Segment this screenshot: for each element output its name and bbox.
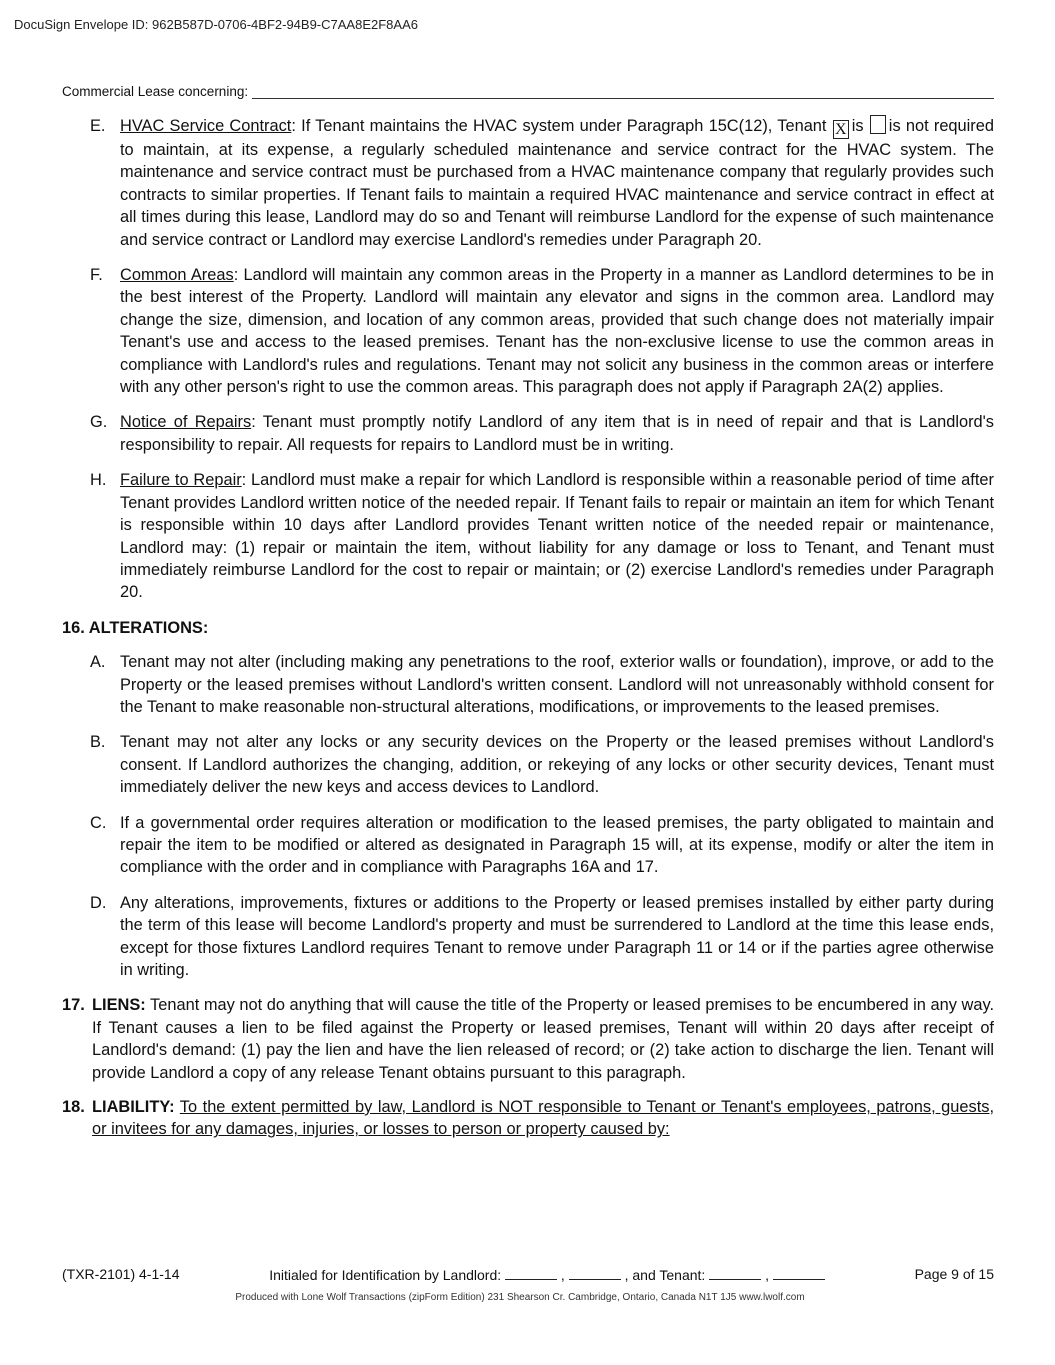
section-number: 17. (62, 996, 85, 1015)
section-text (92, 1096, 994, 1141)
item-title: HVAC Service Contract (120, 117, 292, 135)
envelope-id: DocuSign Envelope ID: 962B587D-0706-4BF2-94B9-C7AA8E2F8AA6 (14, 17, 418, 32)
item-body-part3: is not required to maintain, at its expense, a regularly scheduled maintenance and service contract for the HVAC system. The maintenance and service contract must be purchased from a HVAC maintenance company that regularly provides such contracts to similar properties. If Tenant fails to maintain a required HVAC maintenance and service contract in effect at all times during this lease, Landlord may do so and Tenant will reimburse Landlord for the expense of such maintenance and service contract or Landlord may exercise Landlord's remedies under Paragraph 20. (120, 117, 994, 249)
item-body: Any alterations, improvements, fixtures or additions to the Property or leased premises installed by either party during the term of this lease will become Landlord's property and must be surrendered to Landlord at the time this lease ends, except for those fixtures Landlord requires Tenant to remove under Paragraph 11 or 14 or if the parties agree otherwise in writing. (120, 893, 994, 979)
initialed-label: Initialed for Identification by Landlord: (269, 1267, 502, 1283)
item-title: Failure to Repair (120, 471, 242, 490)
checkbox-is-not-required[interactable] (870, 115, 886, 134)
item-body: : Landlord must make a repair for which Landlord is responsible within a reasonable period of time after Tenant provides Landlord written notice of the needed repair. If Tenant fails to repair or maintain an item for which Tenant is responsible within 10 days after Landlord provides Tenant written notice of the needed repair or maintenance, Landlord may: (1) repair or maintain the item, without liability for any damage or loss to Tenant, and Tenant must immediately reimburse Landlord for the cost to repair or maintain; or (2) exercise Landlord's remedies under Paragraph 20. (120, 471, 994, 602)
section-label: LIENS: (92, 996, 146, 1015)
section-number: 18. (62, 1098, 85, 1117)
document-body (62, 115, 994, 1153)
section-17 (62, 994, 994, 1084)
item-letter: D. (90, 893, 107, 912)
item-letter: C. (90, 813, 107, 832)
item-letter: B. (90, 733, 106, 752)
section-18 (62, 1096, 994, 1141)
paragraph-15h (62, 469, 994, 603)
item-body: : Tenant must promptly notify Landlord of any item that is in need of repair and that is Landlord's responsibility to repair. All requests for repairs to Landlord must be in writing. (120, 413, 994, 454)
paragraph-15g (62, 411, 994, 456)
item-letter: E. (90, 117, 106, 135)
landlord-initial-1[interactable] (505, 1266, 557, 1280)
lease-concerning-row (62, 83, 994, 99)
item-letter: G. (90, 413, 108, 432)
item-text (120, 264, 994, 398)
item-title: Common Areas (120, 266, 234, 285)
item-body: : Landlord will maintain any common areas in the Property in a manner as Landlord determines to be in the best interest of the Property. Landlord will maintain any elevator and signs in the common area. Landlord may change the size, dimension, and location of any common areas, provided that such change does not materially impair Tenant's use and access to the leased premises. Tenant has the non-exclusive license to use the common areas in compliance with Landlord's rules and regulations. Tenant may not solicit any business in the common areas or interfere with any other person's right to use the common areas. This paragraph does not apply if Paragraph 2A(2) applies. (120, 266, 994, 397)
item-body: Tenant may not alter (including making any penetrations to the roof, exterior walls or foundation), improve, or add to the Property or the leased premises without Landlord's written consent. Landlord will not unreasonably withhold consent for the Tenant to make reasonable non-structural alterations, modifications, or improvements to the leased premises. (120, 653, 994, 716)
section-body: Tenant may not do anything that will cause the title of the Property or leased premises to be encumbered in any way. If Tenant causes a lien to be filed against the Property or leased premises, Tenant will within 20 days after receipt of Landlord's demand: (1) pay the lien and have the lien released of record; or (2) take action to discharge the lien. Tenant will provide Landlord a copy of any release Tenant obtains pursuant to this paragraph. (92, 996, 994, 1082)
item-body: If a governmental order requires alteration or modification to the leased premises, the party obligated to maintain and repair the item to be modified or altered as designated in Paragraph 15 will, at its expense, modify or alter the item in compliance with the order and in compliance with Paragraphs 16A and 17. (120, 813, 994, 877)
section-16-heading: 16. ALTERATIONS: (62, 618, 209, 637)
item-body-part2: is (851, 117, 864, 135)
item-letter: F. (90, 266, 103, 285)
produced-with-note: Produced with Lone Wolf Transactions (zipForm Edition) 231 Shearson Cr. Cambridge, Ontario, Canada N1T 1J5 www.lwolf.com (235, 1292, 805, 1303)
section-body: To the extent permitted by law, Landlord is NOT responsible to Tenant or Tenant's employees, patrons, guests, or invitees for any damages, injuries, or losses to person or property caused by: (92, 1098, 995, 1139)
item-letter: H. (90, 471, 107, 490)
item-body-part1: : If Tenant maintains the HVAC system under Paragraph 15C(12), Tenant (291, 117, 827, 135)
paragraph-15e (62, 115, 994, 251)
section-text (92, 994, 994, 1084)
paragraph-15f (62, 264, 994, 398)
concerning-label: Commercial Lease concerning: (62, 84, 249, 99)
landlord-initial-2[interactable] (569, 1266, 621, 1280)
page-number: Page 9 of 15 (914, 1266, 994, 1282)
item-text (120, 469, 994, 603)
tenant-initial-2[interactable] (773, 1266, 825, 1280)
paragraph-16a (62, 651, 994, 718)
and-tenant-label: , and Tenant: (624, 1267, 706, 1283)
initials-row: Initialed for Identification by Landlord: , , and Tenant: , (269, 1266, 825, 1283)
paragraph-16b (62, 731, 994, 798)
section-label: LIABILITY: (92, 1098, 175, 1117)
checkbox-is-required[interactable]: X (833, 120, 849, 139)
item-letter: A. (90, 653, 106, 672)
tenant-initial-1[interactable] (709, 1266, 761, 1280)
item-text (120, 115, 994, 251)
paragraph-16d (62, 892, 994, 982)
form-id: (TXR-2101) 4-1-14 (62, 1266, 180, 1282)
page-footer (62, 1266, 994, 1283)
item-text (120, 411, 994, 456)
paragraph-16c (62, 812, 994, 879)
item-body: Tenant may not alter any locks or any security devices on the Property or the leased premises without Landlord's consent. If Landlord authorizes the changing, addition, or rekeying of any locks or other security devices, Tenant must immediately deliver the new keys and access devices to Landlord. (120, 733, 994, 797)
item-title: Notice of Repairs (120, 413, 252, 432)
concerning-field[interactable] (252, 83, 994, 99)
